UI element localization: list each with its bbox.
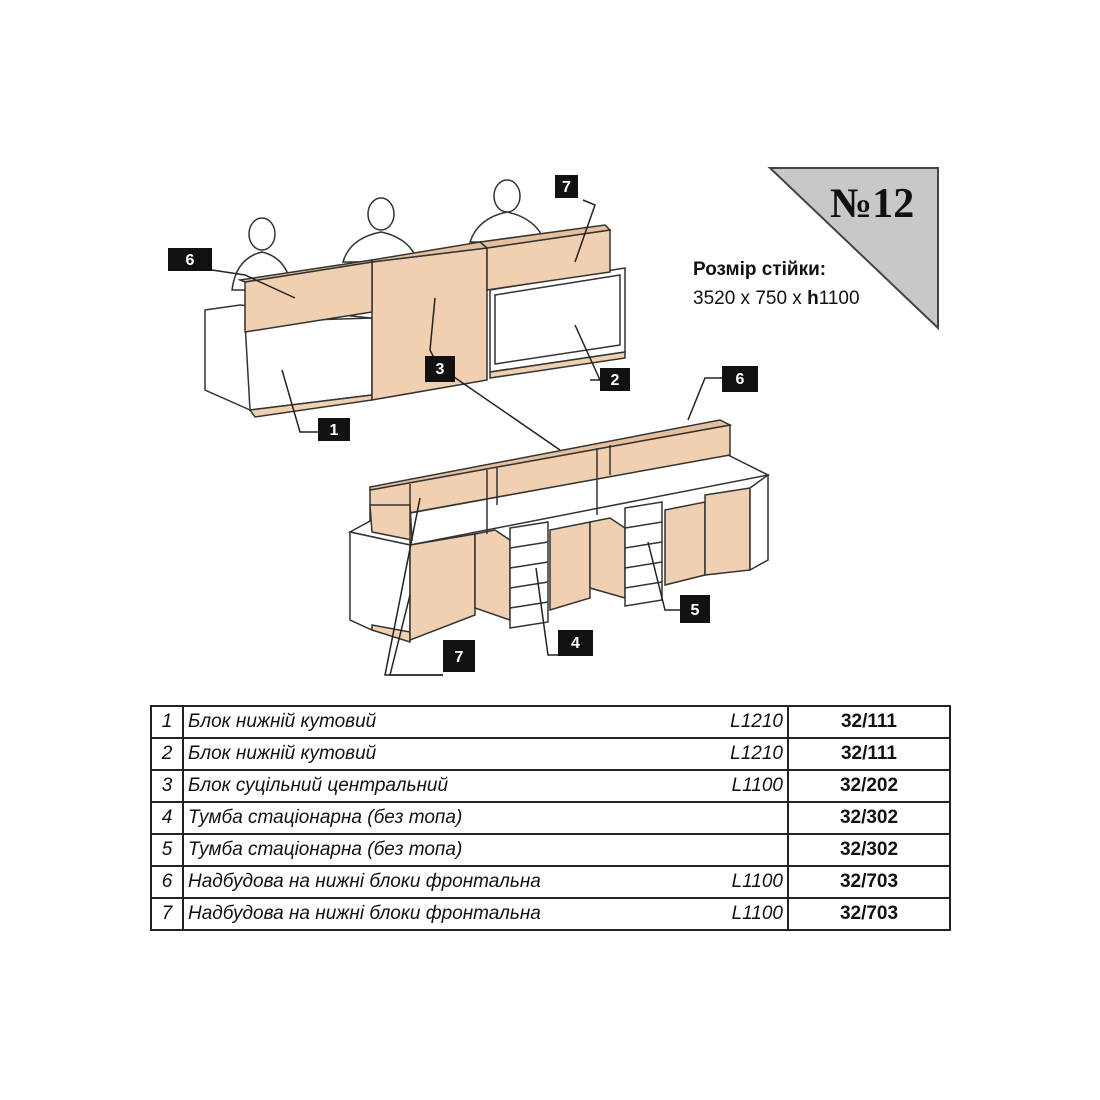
part-number: 6 bbox=[151, 866, 183, 898]
part-code: 32/202 bbox=[788, 770, 950, 802]
part-name: Надбудова на нижні блоки фронтальна bbox=[183, 866, 709, 898]
part-number: 4 bbox=[151, 802, 183, 834]
size-h-letter: h bbox=[807, 288, 819, 309]
person-figure bbox=[343, 198, 418, 262]
part-length: L1100 bbox=[709, 898, 788, 930]
parts-table bbox=[150, 705, 951, 931]
callout-label: 7 bbox=[562, 179, 571, 196]
part-length bbox=[709, 834, 788, 866]
callout-label: 6 bbox=[735, 371, 745, 388]
part-name: Тумба стаціонарна (без топа) bbox=[183, 802, 709, 834]
part-length: L1210 bbox=[709, 738, 788, 770]
part-number: 2 bbox=[151, 738, 183, 770]
callout-label: 6 bbox=[185, 252, 195, 269]
callout-label: 7 bbox=[454, 649, 464, 666]
part-code: 32/111 bbox=[788, 706, 950, 738]
part-code: 32/302 bbox=[788, 834, 950, 866]
part-length: L1100 bbox=[709, 770, 788, 802]
size-dimensions: 3520 x 750 x bbox=[693, 288, 808, 309]
part-code: 32/111 bbox=[788, 738, 950, 770]
part-name: Блок нижній кутовий bbox=[183, 738, 709, 770]
part-length bbox=[709, 802, 788, 834]
table-row bbox=[151, 802, 950, 834]
parts-table-body bbox=[151, 706, 950, 930]
size-value bbox=[693, 284, 860, 313]
table-row bbox=[151, 898, 950, 930]
callout-label: 5 bbox=[690, 602, 700, 619]
callout-label: 2 bbox=[610, 372, 620, 389]
model-number-badge: №12 bbox=[830, 181, 915, 227]
part-name: Тумба стаціонарна (без топа) bbox=[183, 834, 709, 866]
part-name: Блок суцільний центральний bbox=[183, 770, 709, 802]
table-row bbox=[151, 834, 950, 866]
part-number: 7 bbox=[151, 898, 183, 930]
callout-label: 3 bbox=[435, 361, 445, 378]
table-row bbox=[151, 706, 950, 738]
part-length: L1210 bbox=[709, 706, 788, 738]
desk-front-view bbox=[205, 180, 625, 417]
part-name: Блок нижній кутовий bbox=[183, 706, 709, 738]
part-code: 32/703 bbox=[788, 898, 950, 930]
size-label: Розмір стійки: bbox=[693, 259, 827, 280]
part-code: 32/302 bbox=[788, 802, 950, 834]
size-caption bbox=[693, 255, 860, 313]
part-code: 32/703 bbox=[788, 866, 950, 898]
callout-label: 4 bbox=[571, 635, 580, 652]
person-figure bbox=[470, 180, 545, 242]
table-row bbox=[151, 738, 950, 770]
size-h-value: 1100 bbox=[818, 288, 860, 309]
table-row bbox=[151, 770, 950, 802]
callout-label: 1 bbox=[329, 422, 339, 439]
part-length: L1100 bbox=[709, 866, 788, 898]
part-number: 1 bbox=[151, 706, 183, 738]
part-number: 5 bbox=[151, 834, 183, 866]
part-name: Надбудова на нижні блоки фронтальна bbox=[183, 898, 709, 930]
table-row bbox=[151, 866, 950, 898]
part-number: 3 bbox=[151, 770, 183, 802]
